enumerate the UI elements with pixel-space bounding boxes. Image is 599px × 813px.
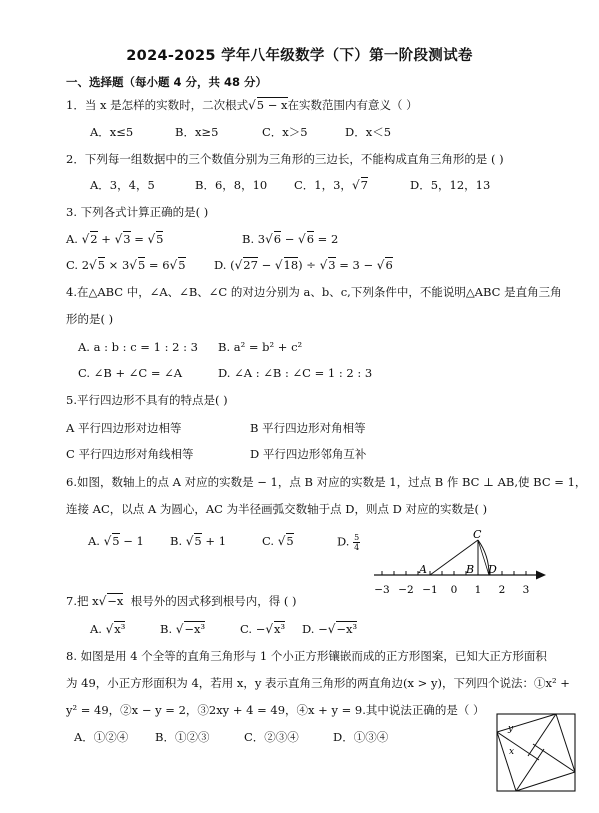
question-8-option-c[interactable]: C．②③④ [244,730,299,744]
axis-tick-label: 0 [450,584,458,596]
question-4-option-c[interactable]: C. ∠B + ∠C = ∠A [78,366,183,380]
question-7-option-a[interactable]: A. √x³ [90,622,126,636]
question-1-option-a[interactable]: A．x≤5 [90,125,134,139]
question-4-option-d[interactable]: D. ∠A : ∠B : ∠C = 1 : 2 : 3 [218,366,373,380]
question-5-option-c[interactable]: C 平行四边形对角线相等 [66,447,194,461]
point-d-label: D [488,563,497,576]
question-3-option-c[interactable]: C. 2√5 × 3√5 = 6√5 [66,258,186,272]
question-8-stem-line1: 8. 如图是用 4 个全等的直角三角形与 1 个小正方形镶嵌而成的正方形图案，已知大正方形面积 [66,649,547,663]
question-6-option-c[interactable]: C. √5 [262,534,294,548]
question-8-option-a[interactable]: A．①②④ [74,730,129,744]
question-5-option-d[interactable]: D 平行四边形邻角互补 [250,447,367,461]
question-2-stem: 2．下列每一组数据中的三个数值分别为三角形的三边长，不能构成直角三角形的是 ( ) [66,152,504,166]
question-4-option-a[interactable]: A. a : b : c = 1 : 2 : 3 [78,340,198,354]
question-8-stem-line2: 为 49，小正方形面积为 4，若用 x，y 表示直角三角形的两直角边(x > y)，下列四个说法：①x² + [66,676,570,690]
question-8-option-d[interactable]: D．①③④ [333,730,389,744]
question-4-option-b[interactable]: B. a² = b² + c² [218,340,303,354]
label-x: x [509,747,515,757]
question-6-stem-line1: 6.如图，数轴上的点 A 对应的实数是 − 1，点 B 对应的实数是 1，过点 B 作 BC ⊥ AB,使 BC = 1， [66,475,587,489]
triangle-edge [533,744,575,772]
question-4-stem-line2: 形的是( ) [66,312,114,326]
triangle-edge [516,749,544,791]
question-7-option-b[interactable]: B. √−x³ [160,622,206,636]
question-2-option-a[interactable]: A．3，4，5 [90,178,155,192]
question-6-option-b[interactable]: B. √5 + 1 [170,534,227,548]
question-1-option-c[interactable]: C．x＞5 [262,125,308,139]
question-3-option-b[interactable]: B. 3√6 − √6 = 2 [242,232,339,246]
question-1-stem: 1．当 x 是怎样的实数时，二次根式√5 − x在实数范围内有意义（ ） [66,98,418,112]
axis-tick-label: −3 [374,584,390,596]
question-6-option-d[interactable]: D. $\frac{5}{4}$ [337,533,360,552]
point-c-label: C [473,528,482,541]
axis-tick-label: −1 [422,584,438,596]
triangle-edge [497,732,516,791]
axis-tick-label: −2 [398,584,414,596]
question-5-stem: 5.平行四边形不具有的特点是( ) [66,393,228,407]
question-3-option-a[interactable]: A. √2 + √3 = √5 [66,232,164,246]
question-1-option-b[interactable]: B．x≥5 [175,125,219,139]
triangle-edge [497,714,556,732]
question-3-stem: 3. 下列各式计算正确的是( ) [66,205,209,219]
question-8-option-b[interactable]: B．①②③ [155,730,210,744]
axis-tick-labels [374,584,529,596]
page-title: 2024-2025 学年八年级数学（下）第一阶段测试卷 [126,48,473,64]
number-line-figure [368,528,553,600]
question-7-option-c[interactable]: C. −√x³ [240,622,286,636]
question-2-option-d[interactable]: D．5，12，13 [410,178,491,192]
question-7-option-d[interactable]: D. −√−x³ [302,622,358,636]
triangle-edge [497,732,539,760]
axis-tick-label: 1 [474,584,482,596]
axis-arrow [536,571,546,580]
question-2-option-c[interactable]: C．1，3，√7 [294,178,368,192]
question-1-option-d[interactable]: D．x＜5 [345,125,392,139]
point-b-label: B [466,563,475,576]
question-7-stem: 7.把 x√−x 根号外的因式移到根号内，得 ( ) [66,594,297,608]
question-5-option-a[interactable]: A 平行四边形对边相等 [66,421,182,435]
question-3-option-d[interactable]: D. (√27 − √18) ÷ √3 = 3 − √6 [214,258,393,272]
question-6-option-a[interactable]: A. √5 − 1 [88,534,144,548]
axis-tick-label: 2 [498,584,506,596]
triangle-edge [556,714,575,772]
question-4-stem-line1: 4.在△ABC 中，∠A、∠B、∠C 的对边分别为 a、b、c,下列条件中，不能说明△ABC 是直角三角 [66,285,562,299]
section-heading: 一、选择题（每小题 4 分，共 48 分） [66,75,268,89]
question-6-stem-line2: 连接 AC，以点 A 为圆心，AC 为半径画弧交数轴于点 D，则点 D 对应的实数是( ) [66,502,488,516]
question-5-option-b[interactable]: B 平行四边形对角相等 [250,421,366,435]
point-a-label: A [419,563,427,576]
question-8-stem-line3: y² = 49，②x − y = 2，③2xy + 4 = 49，④x + y = 9.其中说法正确的是（ ） [66,703,485,717]
label-y: y [508,724,514,734]
triangle-edge [516,772,575,791]
axis-tick-label: 3 [522,584,530,596]
question-2-option-b[interactable]: B．6，8，10 [195,178,268,192]
square-pattern-figure [495,712,580,794]
